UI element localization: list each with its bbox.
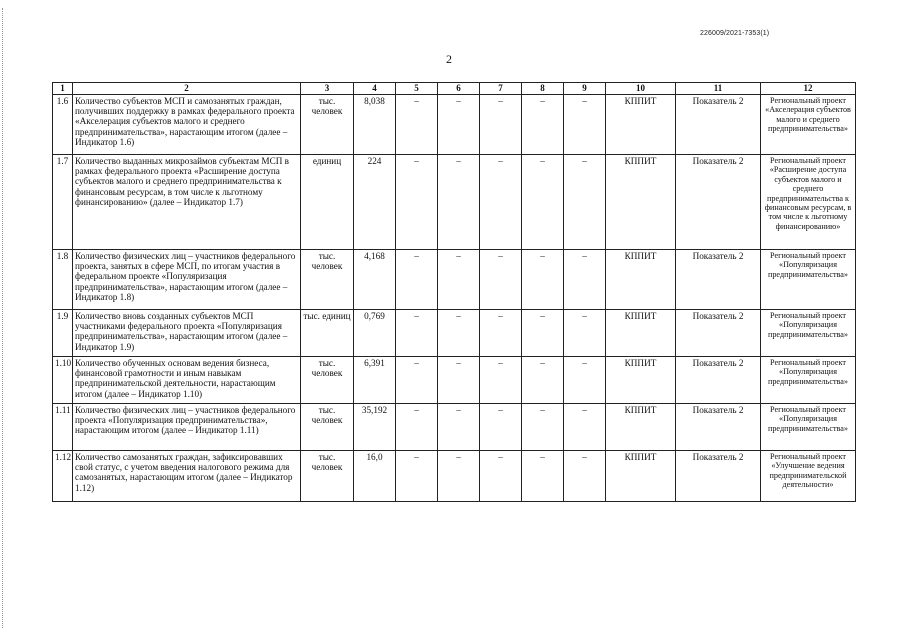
unit-cell: тыс. человек xyxy=(301,451,354,502)
header-col-1: 1 xyxy=(53,83,73,95)
table-row xyxy=(53,310,856,357)
dash-cell: – xyxy=(480,357,522,404)
dash-cell: – xyxy=(564,155,606,250)
dash-cell: – xyxy=(438,357,480,404)
unit-cell: тыс. человек xyxy=(301,357,354,404)
indicator-name: Количество физических лиц – участников федерального проекта, занятых в сфере МСП, по итогам участия в федеральном проекте «Популяризация предпринимательства», нарастающим итогом (далее – Индикатор 1.8) xyxy=(73,250,301,310)
method-cell: КППИТ xyxy=(606,404,676,451)
dash-cell: – xyxy=(522,451,564,502)
indicator-name: Количество субъектов МСП и самозанятых граждан, получивших поддержку в рамках федерального проекта «Акселерация субъектов малого и среднего предпринимательства», нарастающим итогом (далее – Индикатор 1.6) xyxy=(73,95,301,155)
indicators-table xyxy=(52,82,856,502)
header-col-8: 8 xyxy=(522,83,564,95)
dash-cell: – xyxy=(438,250,480,310)
method-cell: КППИТ xyxy=(606,310,676,357)
row-number: 1.10 xyxy=(53,357,73,404)
dash-cell: – xyxy=(522,155,564,250)
dash-cell: – xyxy=(480,95,522,155)
dash-cell: – xyxy=(396,357,438,404)
dash-cell: – xyxy=(480,155,522,250)
value-cell: 8,038 xyxy=(354,95,396,155)
table-row xyxy=(53,250,856,310)
method-cell: КППИТ xyxy=(606,250,676,310)
dash-cell: – xyxy=(438,155,480,250)
method-cell: КППИТ xyxy=(606,155,676,250)
project-cell: Региональный проект «Популяризация предпринимательства» xyxy=(761,357,856,404)
dash-cell: – xyxy=(564,404,606,451)
document-registration-number: 226009/2021-7353(1) xyxy=(700,30,770,37)
row-number: 1.12 xyxy=(53,451,73,502)
header-col-3: 3 xyxy=(301,83,354,95)
value-cell: 16,0 xyxy=(354,451,396,502)
table-row xyxy=(53,155,856,250)
dash-cell: – xyxy=(564,451,606,502)
value-cell: 35,192 xyxy=(354,404,396,451)
header-col-2: 2 xyxy=(73,83,301,95)
header-col-7: 7 xyxy=(480,83,522,95)
dash-cell: – xyxy=(396,250,438,310)
dash-cell: – xyxy=(564,310,606,357)
header-col-12: 12 xyxy=(761,83,856,95)
dash-cell: – xyxy=(480,404,522,451)
indicator-link-cell: Показатель 2 xyxy=(676,357,761,404)
indicator-link-cell: Показатель 2 xyxy=(676,451,761,502)
header-col-11: 11 xyxy=(676,83,761,95)
project-cell: Региональный проект «Популяризация предпринимательства» xyxy=(761,250,856,310)
indicator-name: Количество выданных микрозаймов субъектам МСП в рамках федерального проекта «Расширение доступа субъектов малого и среднего предпринимательства к финансовым ресурсам, в том числе к льготному финансированию» (далее – Индикатор 1.7) xyxy=(73,155,301,250)
project-cell: Региональный проект «Акселерация субъектов малого и среднего предпринимательства» xyxy=(761,95,856,155)
table-header-row xyxy=(53,83,856,95)
unit-cell: тыс. человек xyxy=(301,250,354,310)
indicator-link-cell: Показатель 2 xyxy=(676,250,761,310)
dash-cell: – xyxy=(480,310,522,357)
unit-cell: тыс. человек xyxy=(301,95,354,155)
header-col-5: 5 xyxy=(396,83,438,95)
page-number: 2 xyxy=(446,52,452,66)
row-number: 1.8 xyxy=(53,250,73,310)
dash-cell: – xyxy=(564,95,606,155)
row-number: 1.7 xyxy=(53,155,73,250)
method-cell: КППИТ xyxy=(606,95,676,155)
dash-cell: – xyxy=(438,95,480,155)
indicator-name: Количество обученных основам ведения бизнеса, финансовой грамотности и иным навыкам предпринимательской деятельности, нарастающим итогом (далее – Индикатор 1.10) xyxy=(73,357,301,404)
dash-cell: – xyxy=(396,310,438,357)
dash-cell: – xyxy=(522,404,564,451)
header-col-6: 6 xyxy=(438,83,480,95)
project-cell: Региональный проект «Популяризация предпринимательства» xyxy=(761,404,856,451)
unit-cell: единиц xyxy=(301,155,354,250)
header-col-4: 4 xyxy=(354,83,396,95)
dash-cell: – xyxy=(564,357,606,404)
dash-cell: – xyxy=(396,155,438,250)
indicator-link-cell: Показатель 2 xyxy=(676,404,761,451)
dash-cell: – xyxy=(522,95,564,155)
indicator-name: Количество физических лиц – участников федерального проекта «Популяризация предпринимательства», нарастающим итогом (далее – Индикатор 1.11) xyxy=(73,404,301,451)
dash-cell: – xyxy=(396,404,438,451)
dash-cell: – xyxy=(438,404,480,451)
indicator-link-cell: Показатель 2 xyxy=(676,95,761,155)
project-cell: Региональный проект «Популяризация предпринимательства» xyxy=(761,310,856,357)
dash-cell: – xyxy=(522,310,564,357)
project-cell: Региональный проект «Расширение доступа субъектов малого и среднего предпринимательства к финансовым ресурсам, в том числе к льготному финансированию» xyxy=(761,155,856,250)
scan-edge-artifact xyxy=(2,8,7,628)
row-number: 1.9 xyxy=(53,310,73,357)
header-col-10: 10 xyxy=(606,83,676,95)
method-cell: КППИТ xyxy=(606,451,676,502)
table-row xyxy=(53,357,856,404)
row-number: 1.6 xyxy=(53,95,73,155)
dash-cell: – xyxy=(396,451,438,502)
table-row xyxy=(53,451,856,502)
value-cell: 4,168 xyxy=(354,250,396,310)
value-cell: 0,769 xyxy=(354,310,396,357)
dash-cell: – xyxy=(564,250,606,310)
dash-cell: – xyxy=(438,310,480,357)
dash-cell: – xyxy=(480,250,522,310)
table-row xyxy=(53,404,856,451)
dash-cell: – xyxy=(480,451,522,502)
project-cell: Региональный проект «Улучшение ведения предпринимательской деятельности» xyxy=(761,451,856,502)
method-cell: КППИТ xyxy=(606,357,676,404)
dash-cell: – xyxy=(396,95,438,155)
header-col-9: 9 xyxy=(564,83,606,95)
unit-cell: тыс. единиц xyxy=(301,310,354,357)
indicator-name: Количество вновь созданных субъектов МСП участниками федерального проекта «Популяризация предпринимательства», нарастающим итогом (далее – Индикатор 1.9) xyxy=(73,310,301,357)
dash-cell: – xyxy=(438,451,480,502)
value-cell: 6,391 xyxy=(354,357,396,404)
table-row xyxy=(53,95,856,155)
indicator-link-cell: Показатель 2 xyxy=(676,155,761,250)
row-number: 1.11 xyxy=(53,404,73,451)
indicator-link-cell: Показатель 2 xyxy=(676,310,761,357)
unit-cell: тыс. человек xyxy=(301,404,354,451)
dash-cell: – xyxy=(522,250,564,310)
indicator-name: Количество самозанятых граждан, зафиксировавших свой статус, с учетом введения налогового режима для самозанятых, нарастающим итогом (далее – Индикатор 1.12) xyxy=(73,451,301,502)
value-cell: 224 xyxy=(354,155,396,250)
dash-cell: – xyxy=(522,357,564,404)
